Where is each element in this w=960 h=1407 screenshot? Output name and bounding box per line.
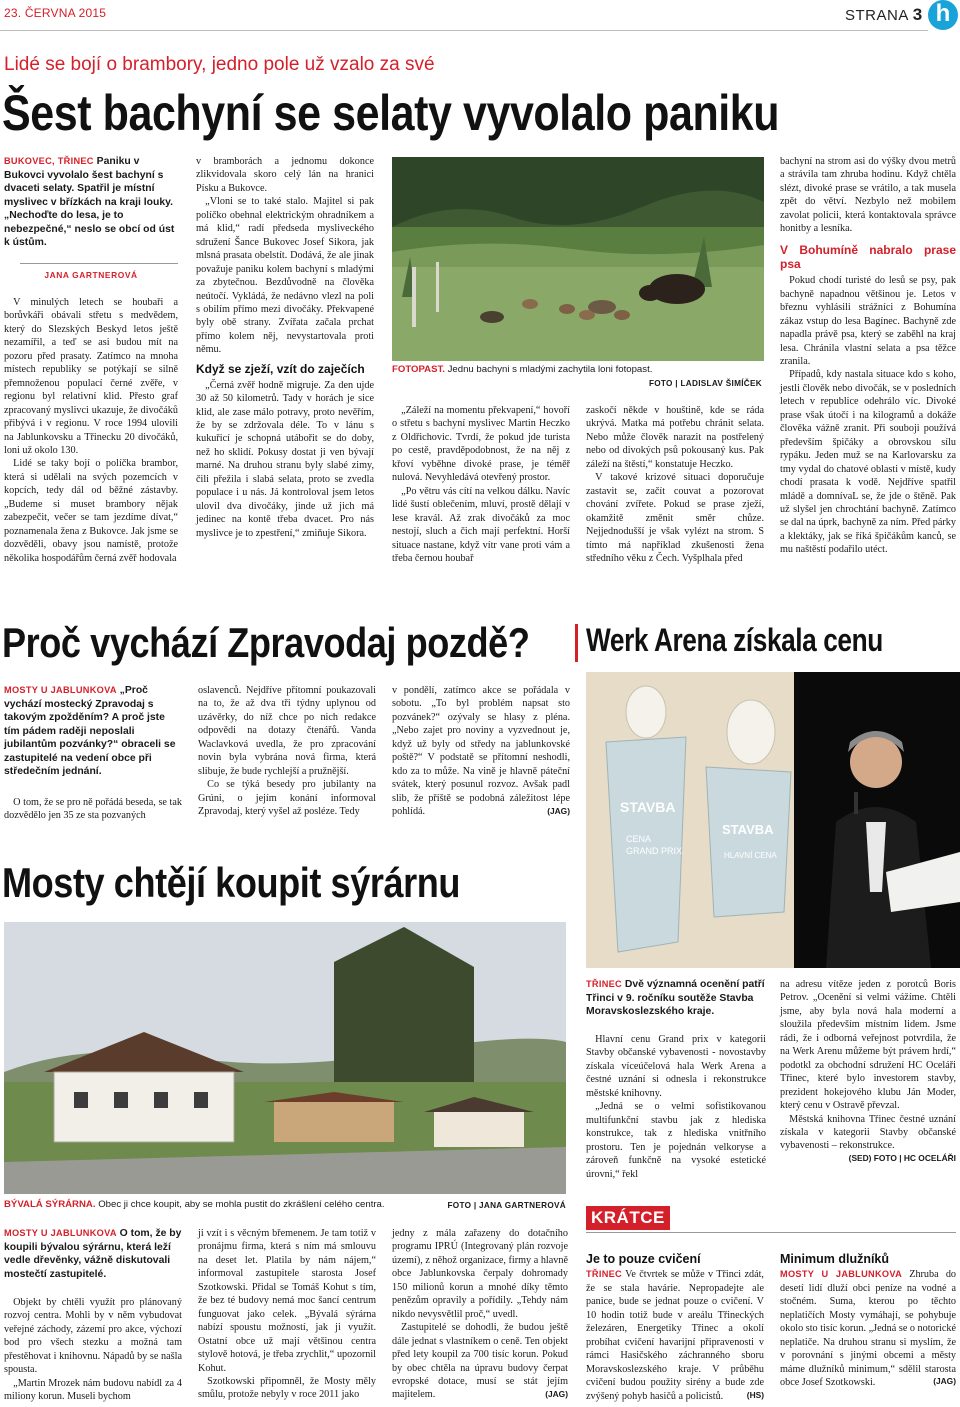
page-number: 3 [912, 5, 923, 24]
article4-lead-place: TŘINEC [586, 979, 622, 989]
article1-col5 [780, 155, 956, 557]
trophy-label-cena: CENA [626, 834, 652, 844]
kratce-item2-place: MOSTY U JABLUNKOVA [780, 1269, 903, 1280]
article1-lead [4, 155, 178, 250]
article1-col3-p2: „Po větru vás cítí na velkou dálku. Navíc lidé šustí oblečením, mluví, prostě dělají v lese kravál. Až zrak divočáků za moc nestojí, sluch a čich mají perfektní. Horší situace nastane, když vítr vane proti vám a třeba černou houbař [392, 485, 570, 564]
page-label [845, 4, 923, 26]
article1-col4 [586, 404, 764, 565]
article1-col2-p1: v bramborách a jednomu dokonce zlikvidovala skoro celý lán na hranici Písku a Bukovce. [196, 156, 374, 194]
article2-tail: (JAG) [547, 805, 570, 816]
article4-lead [586, 978, 766, 1019]
kratce-item1-text: Ve čtvrtek se může v Třinci zdát, že se stala havárie. Nepropadejte ale panice, bude se jednat pouze o cvičení. V 10 hodin totiž bude v areálu Třineckých železáren, Energetiky Třinec a okolí probíhat cvičení havarijní připravenosti v rámci Hasičského záchranného sboru Moravskoslezského kraje. V průběhu cvičení budou použity sirény a bude zde zvýšený pohyb hasičů a policistů. [586, 1269, 764, 1402]
article3-col3-p1: jedny z mála zařazeny do dotačního programu IPRÚ (Integrovaný plán rozvoje území), z něhož organizace, firmy a hlavně obce Jablunkovska čerpaly dohromady 150 milionů korun a mnohé díky těmto penězům opravily a pořídily. „Tehdy nám nikdo nevysvětlil proč,“ uvedl. [392, 1228, 568, 1320]
trophy-label-stavba: STAVBA [620, 799, 676, 815]
article3-col1 [4, 1296, 182, 1404]
article3-tail: (JAG) [545, 1388, 568, 1399]
kratce-rule [586, 1232, 956, 1233]
dairy-caption-label: BÝVALÁ SÝRÁRNA. [4, 1199, 96, 1210]
article1-col3 [392, 404, 570, 565]
kratce-item2 [780, 1252, 956, 1390]
trophy-label-grandprix: GRAND PRIX [626, 846, 683, 856]
article1-col1-p1: V minulých letech se houbaři a borůvkáři obávali střetu s medvědem, který do Slezských Beskyd letos ještě nezamířil, a teď se asi budou mít na pozoru před prasaty. Zatímco na mnoha místech republiky se potýkají se silně přemnoženou populací černé zvěře, v regionu byl relativní klid. Přesto graf zpracovaný myslivci ukazuje, že divočáků přibývá i v regionu. V roce 1994 ulovili na Jablunkovsku a Třinecku 20 divočáků, loni už okolo 130. [4, 297, 178, 456]
dairy-photo-credit: FOTO | JANA GARTNEROVÁ [447, 1201, 566, 1210]
dairy-photo [4, 922, 566, 1194]
page-label-text: STRANA [845, 7, 909, 24]
article3-lead-place: MOSTY U JABLUNKOVA [4, 1228, 117, 1238]
article2-col3-p1: v pondělí, zatímco akce se pořádala v sobotu. „To byl problém napsat sto pozvánek?“ ozývaly se hlasy z pléna. „Nebo zajet pro noviny a vyzvednout je, když už byly od středy na jablunkovské poště?“ V podstatě se přítomní neshodli, kdo za to může. Na vině je hlavně páteční svátek, který posunul rozvoz. Avšak padl slib, že příště se podobná záležitost lépe pohlídá. [392, 685, 570, 818]
article1-subhead2: V Bohumíně nabralo prase psa [780, 242, 956, 271]
dairy-photo-caption [4, 1199, 444, 1212]
article3-col2-p1: ji vzít i s věcným břemenem. Je tam totiž v pronájmu firma, která s ním má smlouvu na deset let. Platila by nám nájem,“ informoval zastupitele starosta Josef Szotkowski. Přidal se Tomáš Kohut s tím, že bez té budovy nemá moc šancí centrum funguovat jako celek. „Bývalá sýrárna nabízí spoustu možností, jak ji využít. Ostatní obce už mají většinou centra stylově hotová, je třeba zrychlit,“ upozornil Kohut. [198, 1228, 376, 1374]
article1-col1-p2: Lidé se taky bojí o políčka brambor, která si udělali na svých pozemcích v kopcích, tedy dál od běžné zástavby. „Budeme si muset brambory nějak zabezpečit, večer se tam jezdíme dívat,“ poznamenala žena z Bukovce. Jak jsme se dozvěděli, obavy jsou namístě, protože několika hospodářům černá zvěř hodovala [4, 458, 178, 564]
kratce-item2-tail: (JAG) [933, 1376, 956, 1387]
kratce-title: KRÁTCE [591, 1208, 665, 1227]
boar-photo-credit: FOTO | LADISLAV ŠIMÍČEK [648, 379, 762, 388]
trophy-label-hlavni: HLAVNÍ CENA [724, 851, 777, 860]
article2-col3 [392, 684, 570, 817]
article1-kicker: Lidé se bojí o brambory, jedno pole už vzalo za své [4, 54, 435, 75]
article1-col2 [196, 155, 374, 540]
article2-col1-p1: O tom, že se pro ně pořádá beseda, se tak dozvědělo jen 35 ze sta pozvaných [4, 797, 182, 822]
logo-letter: h [935, 0, 951, 27]
article2-title: Proč vychází Zpravodaj pozdě? [2, 619, 530, 666]
article1-lead-text: Paniku v Bukovci vyvolalo šest bachyní s dvaceti selaty. Spatřil je místní myslivec v břízkách na kraji louky. „Nechoďte do lesa, je to nebezpečné,“ neslo se obcí od úst k ústům. [4, 156, 175, 249]
article2-lead-text: „Proč vychází mostecký Zpravodaj s takovým zpožděním? A proč jste tím pádem raději neposlali jubilantům pozvánky?“ obraceli se zastupitelé na vedení obce při středečním jednání. [4, 685, 176, 778]
kratce-item1-title: Je to pouze cvičení [586, 1252, 701, 1266]
kratce-label [586, 1206, 670, 1230]
kratce-item1-tail: (HS) [746, 1389, 764, 1400]
article4-tail: (SED) FOTO | HC OCELÁŘI [848, 1152, 956, 1163]
article3-col1-p1: Objekt by chtěli využít pro plánovaný rozvoj centra. Mohli by v něm vybudovat veřejné záchody, zázemí pro akce, výchozí bod pro všech stezku a možná tam přestěhovat i knihovnu. Nápadů by se našla spousta. [4, 1297, 182, 1376]
article1-col5-p3: Případů, kdy nastala situace kdo s koho, jestli člověk nebo divočák, se v posledních letech v republice odehrálo víc. Divoké prase však útočí i na kilogramů a dokáže člověka vážně zranit. Při souboji používá především špičáky a obrovskou sílu rypáku. Jeden muž se na Karlovarsku za tmy vydal do chatové oblasti v místě, kudy chodí prasata k vodě. Nejdříve spatřil mládě a domnívaL se, že jde o štěně. Pak už slyšel jen chrochtání bachyně. Zatímco se dal na úprk, bachyně za ním. Před párky a klektáky, jak se říká špičákům kanců, se mu naštěstí podařilo utéct. [780, 369, 956, 556]
article3-lead [4, 1227, 182, 1281]
article1-col5-p1: bachyní na strom asi do výšky dvou metrů a strávila tam zhruba hodinu. Když chtěla slézt, divoké prase se vrátilo, a tak musela zpět do větví. Nezbylo než mobilem zavolat policii, která kontaktovala správce honitby a lesníka. [780, 156, 956, 235]
boar-caption-label: FOTOPAST. [392, 364, 445, 375]
article1-col2-p2: „Vloni se to také stalo. Majitel si pak políčko obehnal elektrickým ohradníkem a má klid,“ radí předseda mysliveckého sdružení Šance Bukovec Josef Sikora, jak mlsná prasata obelstít. Dodává, že ale jinak považuje paniku kolem bachyní s mladými za zbytečnou. Bezdůvodně na člověka neútočí. Vykládá, že nedávno vlezl na poli s obilím přímo mezi divočáky. Překvapené byly obě strany. Zvířata začala prchat přímo kolem něj, nevystartovala proti němu. [196, 196, 374, 356]
boar-photo-caption [392, 364, 764, 377]
article3-col3-p2: Zastupitelé se dohodli, že budou ještě dále jednat s vlastníkem o ceně. Ten objekt před lety koupil za 700 tisíc korun. Pokud by obec chtěla na úpravu budovy čerpat evropské dotace, musí se stát jejím majitelem. [392, 1322, 568, 1401]
trophy-photo [586, 672, 960, 968]
article2-col2-p2: Co se týká besedy pro jubilanty na Grúni, o jejím konání informoval Zpravodaj, který vyšel až posléze. Tedy [198, 779, 376, 818]
article4-col2-p2: Městská knihovna Třinec čestné uznání získala v kategorii Stavby občanské vybavenosti – rekonstrukce. [780, 1113, 956, 1152]
article2-col2-p1: oslavenců. Nejdříve přítomní poukazovali na to, že až dva tři týdny uplynou od uzávěrky, do níž chce po nich redakce odpovědi na dotazy čtenářů. Vanda Waclavková uvedla, že pro zpracování novin byla vybrána nová firma, která slibuje, že bude rychlejší a pružnější. [198, 685, 376, 777]
article3-title: Mosty chtějí koupit sýrárnu [2, 859, 461, 906]
article3-col3 [392, 1227, 568, 1400]
article4-col1-p2: „Jedná se o velmi sofistikovanou multifunkční stavbu jak z hlediska konstrukce, tak z hlediska vnitřního prostoru. Ten je pojednán velkoryse a zároveň funkčně na vysoké estetické úrovni,“ řekl [586, 1101, 766, 1180]
article4-col1-p1: Hlavní cenu Grand prix v kategorii Stavby občanské vybavenosti - novostavby získala víceúčelová hala Werk Arena a čestné uznání si odnesla i rekonstrukce městské knihovny. [586, 1034, 766, 1099]
article4-col1 [586, 1033, 766, 1181]
article2-lead [4, 684, 182, 779]
article2-lead-place: MOSTY U JABLUNKOVA [4, 685, 117, 695]
boar-photo [392, 157, 764, 361]
article1-col2-p3: „Černá zvěř hodně migruje. Za den ujde 30 až 50 kilometrů. Tady v horách je sice klid, ale zase málo potravy, proto nevěřím, že by se zdržovala déle. To v lánu s kukuřicí je schopná utábořit se do doby, než ho sklidí. Pokusy dostat ji ven bývají marné. Na druhou stranu byly slabé zimy, čili přežila i slabá selata, proto se zvedla populace i u nás. Já kontroloval jsem letos ulovil dva divočáky, jinde už jich má jedinec na kontě třeba dvacet. Pro nás myslivce je to zpestření,“ zmiňuje Sikora. [196, 379, 374, 539]
kratce-item2-text: Zhruba do desetí lidí dluží obci peníze na vodné a stočném. Suma, kterou po těchto neplatičích Mosty vymáhají, se pohybuje okolo sto tisíc korun. „Jedná se o notorické neplatiče. Na druhou stranu si myslím, že v porovnání s jinými obcemi a městy máme dlužníků minimum,“ sdělil starosta obce Josef Szotkowski. [780, 1269, 957, 1389]
dairy-caption-text: Obec ji chce koupit, aby se mohla pustit do zkrášlení celého centra. [98, 1199, 385, 1210]
article1-subhead1: Když se zježí, vzít do zaječích [196, 361, 365, 376]
kratce-item1 [586, 1252, 764, 1403]
header-rule [0, 30, 928, 31]
article4-title: Werk Arena získala cenu [586, 622, 883, 658]
boar-caption-text: Jednu bachyni s mladými zachytila loni fotopast. [447, 364, 653, 375]
article3-lead-text: O tom, že by koupili bývalou sýrárnu, která leží vedle dřevěnky, vážně diskutovali mostečtí zastupitelé. [4, 1228, 182, 1280]
article4-bar [575, 624, 578, 662]
article1-title: Šest bachyní se selaty vyvolalo paniku [2, 85, 780, 141]
article1-col4-p2: V takové krizové situaci doporučuje zastavit se, začít couvat a pozorovat chování zvířete. Pokud se prase zježí, okamžitě změnit směr chůze. Nejjednodušší je však vylézt na strom. S tímto má například zkušenosti žena středního věku z Čech. Vyšplhala před [586, 472, 764, 564]
article4-col2 [780, 978, 956, 1164]
article1-col3-p1: „Záleží na momentu překvapení,“ hovoří o střetu s bachyní myslivec Martin Heczko z Oldřichovic. Tvrdí, že pokud jde turista po cestě, pravděpodobnost, že na něj z křoví vyběhne divoké prase, je téměř nulová. Nevyhledává otevřený prostor. [392, 405, 570, 484]
kratce-item1-place: TŘINEC [586, 1269, 622, 1280]
article2-col1 [4, 796, 182, 823]
issue-date: 23. ČERVNA 2015 [4, 6, 107, 20]
kratce-item2-title: Minimum dlužníků [780, 1252, 890, 1266]
article4-lead-text: Dvě významná ocenění patří Třinci v 9. ročníku soutěže Stavba Moravskoslezského kraje. [586, 979, 765, 1018]
article3-col2 [198, 1227, 376, 1402]
article1-col5-p2: Pokud chodí turisté do lesů se psy, pak bachyně napadnou většinou je. Letos v březnu vyhlásili strážníci z Bohumína zákaz vstup do lesa Bagínec. Bachyně zde napadla právě psa, který se zaběhl na kraj lesa. Chránila vlastní selata a psa těžce zranila. [780, 275, 956, 368]
article3-col2-p2: Szotkowski připomněl, že Mosty měly smůlu, protože nebyly v roce 2011 jako [198, 1375, 376, 1401]
logo-icon [928, 0, 958, 30]
article1-col4-p1: zaskočí někde v houštině, kde se ráda ukrývá. Matka má potřebu chránit selata. Nebo může člověk narazit na postřelený nebo od divokých psů pokousaný kus. Pak záleží na štěstí,“ konstatuje Heczko. [586, 405, 764, 470]
article3-col1-p2: „Martin Mrozek nám budovu nabídl za 4 miliony korun. Museli bychom [4, 1377, 182, 1403]
article1-lead-place: BUKOVEC, TŘINEC [4, 156, 94, 166]
article4-col2-p1: na adresu vítěze jeden z porotců Boris Petrov. „Ocenění si velmi vážíme. Chtěli jsme, aby byla nová hala moderní a sloužila především místním lidem. Jsme rádi, že i odborná veřejnost potvrdila, že na Werk Arenu můžeme být právem hrdí,“ podotkl za obchodní sdružení HC Oceláři Třinec, které bylo investorem stavby, prezident hokejového klubu Ján Moder, který cenu v Ostravě převzal. [780, 979, 956, 1112]
trophy-label-stavba2: STAVBA [722, 822, 774, 837]
article1-col1 [4, 296, 178, 565]
article2-col2 [198, 684, 376, 819]
author-rule [20, 263, 178, 264]
article1-author: JANA GARTNEROVÁ [44, 270, 138, 280]
